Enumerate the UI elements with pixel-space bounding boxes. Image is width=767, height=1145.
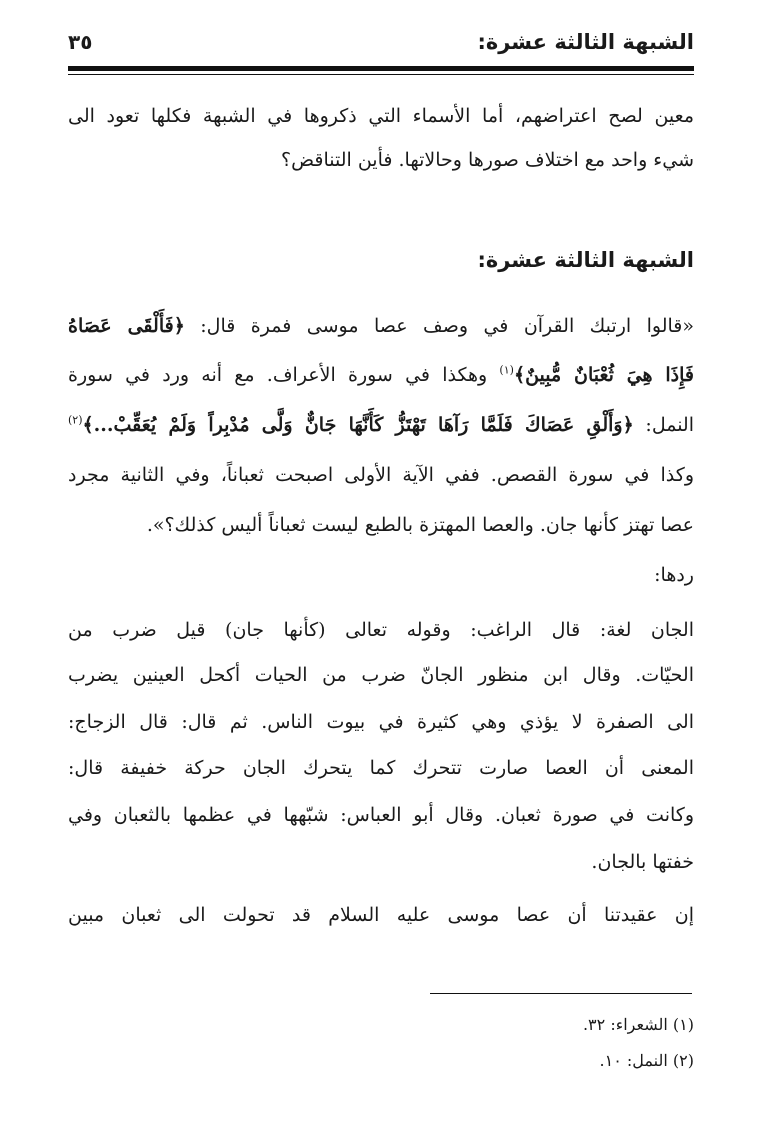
quote-line: [68, 355, 694, 395]
page-header: [68, 30, 694, 60]
paragraph-line: إن عقيدتنا أن عصا موسى عليه السلام قد تحولت الى ثعبان مبين: [68, 904, 694, 926]
reply-line: خفتها بالجان.: [591, 851, 694, 873]
quran-verse: فَإِذَا هِيَ ثُعْبَانٌ مُّبِينٌ﴾: [513, 364, 694, 386]
reply-line: الى الصفرة لا يؤذي وهي كثيرة في بيوت الناس. ثم قال: قال الزجاج:: [68, 711, 694, 733]
header-rule-thick: [68, 66, 694, 71]
quote-text: وهكذا في سورة الأعراف. مع أنه ورد في سورة: [68, 364, 500, 386]
running-title: الشبهة الثالثة عشرة:: [477, 30, 694, 54]
reply-line: المعنى أن العصا صارت تتحرك كما يتحرك الجان حركة خفيفة قال:: [68, 757, 694, 779]
quote-line: عصا تهتز كأنها جان. والعصا المهتزة بالطبع ليست ثعباناً أليس كذلك؟».: [146, 514, 694, 536]
reply-line: الجان لغة: قال الراغب: وقوله تعالى (كأنها جان) قيل ضرب من: [68, 619, 694, 641]
footnote-ref: (٢): [68, 413, 83, 427]
reply-line: الحيّات. وقال ابن منظور الجانّ ضرب من الحيات أكحل العينين يضرب: [68, 664, 694, 686]
quote-line: [68, 306, 694, 346]
quote-text: النمل:: [633, 414, 694, 436]
footnote-rule: [430, 993, 692, 994]
section-heading: الشبهة الثالثة عشرة:: [477, 248, 694, 272]
footnote-2: (٢) النمل: ١٠.: [599, 1051, 694, 1070]
footnote-ref: (١): [499, 363, 514, 377]
paragraph-line: شيء واحد مع اختلاف صورها وحالاتها. فأين التناقض؟: [281, 149, 694, 171]
quran-verse: ﴿وَأَلْقِ عَصَاكَ فَلَمَّا رَآهَا تَهْتَزُّ كَأَنَّهَا جَانٌّ وَلَّى مُدْبِراً وَلَمْ يُعَقِّبْ...﴾: [82, 414, 634, 436]
quote-text: «قالوا ارتبك القرآن في وصف عصا موسى فمرة قال:: [184, 315, 694, 337]
reply-label: ردها:: [654, 564, 694, 586]
paragraph-line: معين لصح اعتراضهم، أما الأسماء التي ذكروها في الشبهة فكلها تعود الى: [68, 105, 694, 127]
footnote-1: (١) الشعراء: ٣٢.: [582, 1015, 694, 1034]
page-number: ٣٥: [68, 30, 93, 54]
quote-line: [68, 405, 694, 445]
quran-verse: ﴿فَأَلْقَى عَصَاهُ: [68, 315, 185, 337]
reply-line: وكانت في صورة ثعبان. وقال أبو العباس: شبّهها في عظمها بالثعبان وفي: [68, 804, 694, 826]
quote-line: وكذا في سورة القصص. ففي الآية الأولى اصبحت ثعباناً، وفي الثانية مجرد: [68, 464, 694, 486]
header-rule-thin: [68, 74, 694, 75]
